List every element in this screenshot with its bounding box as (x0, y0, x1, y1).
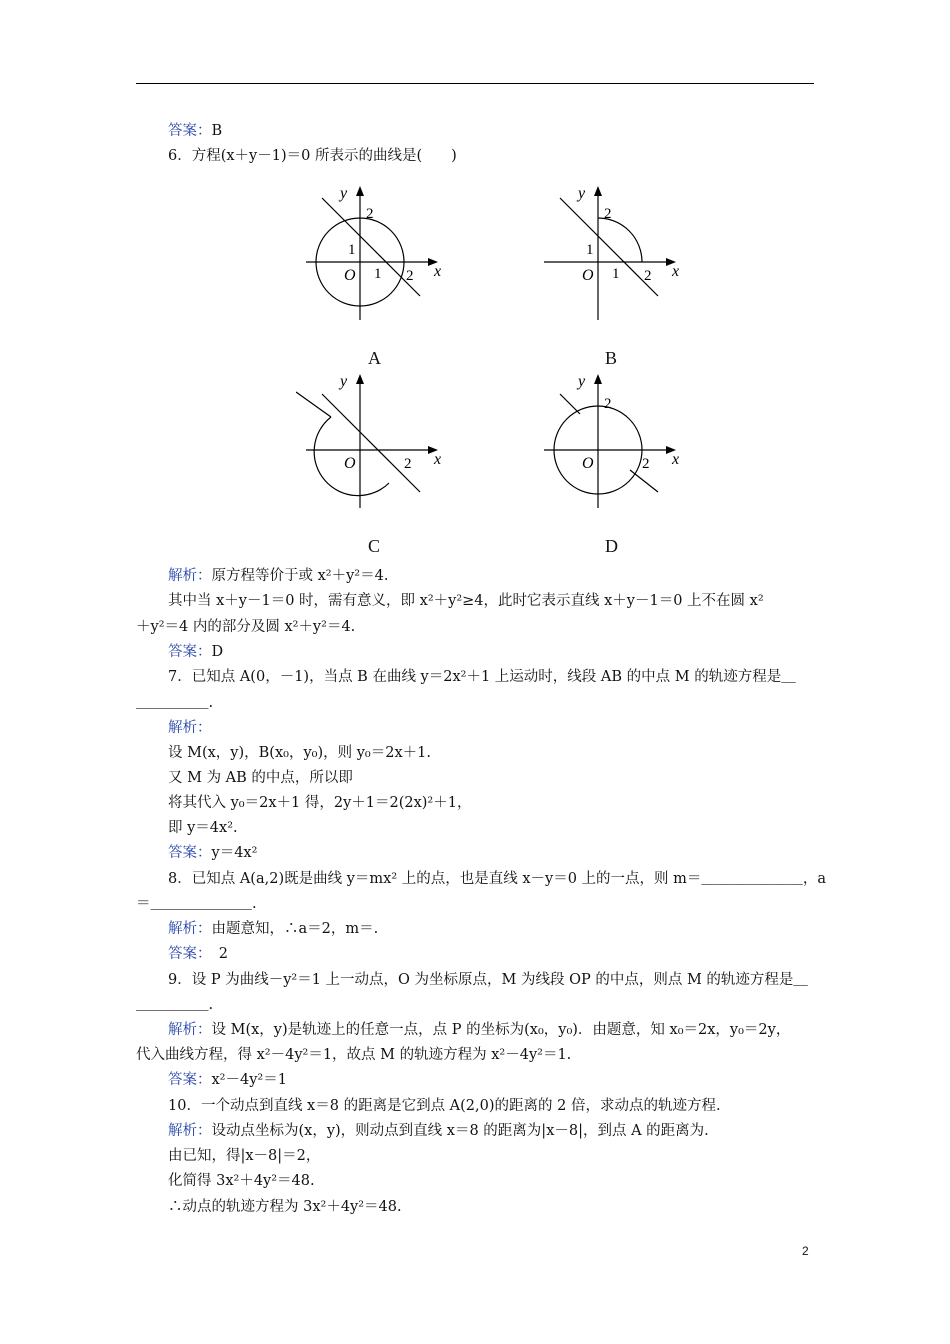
line-10b: 由已知，得|x－8|＝2， (168, 1148, 321, 1164)
line-7a: 设 M(x，y)，B(x₀，y₀)，则 y₀＝2x＋1. (168, 745, 431, 761)
svg-text:2: 2 (406, 268, 414, 284)
svg-text:2: 2 (604, 206, 612, 222)
arc-b (598, 218, 642, 262)
svg-text:1: 1 (348, 242, 356, 258)
caption-a: A (368, 348, 381, 368)
svg-text:2: 2 (604, 396, 612, 412)
answer-5: 答案：B (168, 123, 223, 139)
svg-text:y: y (578, 373, 586, 390)
line-7b: 又 M 为 AB 的中点，所以即 (168, 770, 353, 786)
question-7-blank: ＿＿＿＿＿. (136, 695, 214, 711)
caption-d: D (605, 536, 618, 556)
line-7d: 即 y＝4x². (168, 820, 238, 836)
svg-text:O: O (582, 267, 594, 284)
analysis-10: 解析：设动点坐标为(x，y)，则动点到直线 x＝8 的距离为|x－8|，到点 A 的距离为. (168, 1123, 709, 1139)
svg-text:2: 2 (404, 456, 412, 472)
svg-text:O: O (344, 455, 356, 472)
svg-text:x: x (434, 451, 442, 468)
caption-b: B (605, 348, 618, 368)
svg-text:1: 1 (374, 266, 382, 282)
question-8-blank: ＝＿＿＿＿＿＿＿. (136, 896, 257, 912)
answer-8: 答案： 2 (168, 946, 228, 962)
header-rule (136, 83, 814, 84)
question-9: 9．设 P 为曲线－y²＝1 上一动点，O 为坐标原点，M 为线段 OP 的中点，则点 M 的轨迹方程是＿ (168, 972, 808, 988)
analysis-8: 解析：由题意知，∴a＝2，m＝. (168, 921, 379, 937)
line-10d: ∴动点的轨迹方程为 3x²＋4y²＝48. (168, 1199, 402, 1215)
analysis-6: 解析：原方程等价于或 x²＋y²＝4. (168, 568, 389, 584)
line-7c: 将其代入 y₀＝2x＋1 得，2y＋1＝2(2x)²＋1， (168, 795, 472, 811)
svg-text:2: 2 (642, 456, 650, 472)
svg-text:x: x (672, 263, 680, 280)
svg-text:O: O (582, 455, 594, 472)
svg-text:1: 1 (586, 242, 594, 258)
question-6: 6．方程(x＋y－1)＝0 所表示的曲线是( ) (168, 148, 457, 164)
question-7: 7．已知点 A(0，－1)，当点 B 在曲线 y＝2x²＋1 上运动时，线段 AB 的中点 M 的轨迹方程是＿ (168, 669, 796, 685)
line-10c: 化简得 3x²＋4y²＝48. (168, 1173, 315, 1189)
svg-text:2: 2 (644, 268, 652, 284)
analysis-7: 解析： (168, 720, 212, 736)
figure-d (534, 368, 694, 518)
page-number: 2 (802, 1244, 809, 1258)
figure-a (296, 180, 456, 330)
question-9-blank: ＿＿＿＿＿. (136, 997, 214, 1013)
analysis-9: 解析：设 M(x，y)是轨迹上的任意一点，点 P 的坐标为(x₀，y₀)．由题意，知 x₀＝2x，y₀＝2y， (168, 1022, 791, 1038)
answer-9: 答案：x²－4y²＝1 (168, 1072, 287, 1088)
caption-c: C (368, 536, 381, 556)
svg-text:y: y (578, 185, 586, 202)
line-6c: ＋y²＝4 内的部分及圆 x²＋y²＝4. (136, 619, 356, 635)
question-10: 10．一个动点到直线 x＝8 的距离是它到点 A(2,0)的距离的 2 倍，求动点的轨迹方程. (168, 1098, 721, 1114)
svg-text:1: 1 (612, 266, 620, 282)
label-x: x (434, 263, 442, 280)
line-9b: 代入曲线方程，得 x²－4y²＝1，故点 M 的轨迹方程为 x²－4y²＝1. (136, 1047, 572, 1063)
question-8: 8．已知点 A(a,2)既是曲线 y＝mx² 上的点，也是直线 x－y＝0 上的一点，则 m＝＿＿＿＿＿＿＿，a (168, 871, 827, 887)
svg-text:2: 2 (366, 206, 374, 222)
label-y: y (340, 185, 348, 202)
answer-7: 答案：y＝4x² (168, 845, 258, 861)
svg-text:y: y (340, 373, 348, 390)
answer-6: 答案：D (168, 644, 224, 660)
svg-text:x: x (672, 451, 680, 468)
figure-b (534, 180, 694, 330)
figure-c (296, 368, 456, 518)
line-6b: 其中当 x＋y－1＝0 时，需有意义，即 x²＋y²≥4，此时它表示直线 x＋y－1＝0 上不在圆 x² (168, 593, 764, 609)
label-o: O (344, 267, 356, 284)
line-c (322, 394, 420, 492)
